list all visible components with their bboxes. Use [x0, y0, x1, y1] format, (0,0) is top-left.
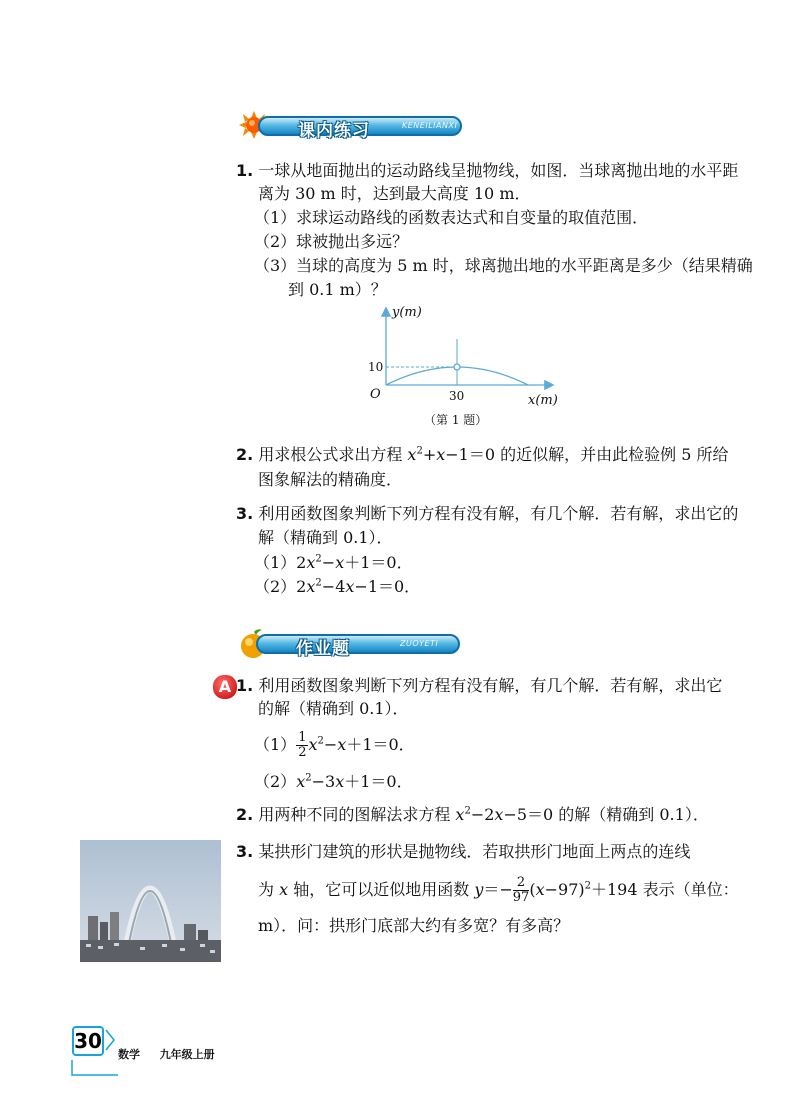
- x-tick-label: 30: [449, 389, 465, 403]
- q3-sub1: $(1)2x^2-x+1=0$．: [254, 553, 413, 572]
- figure-caption: （第 1 题）: [424, 413, 488, 427]
- q1-sub3b: 到 0.1 m）？: [288, 280, 387, 299]
- q3-number: 3.: [236, 504, 254, 523]
- q3-line2: 解（精确到 0.1）．: [258, 528, 393, 547]
- page-number: 30: [74, 1029, 102, 1053]
- q2-line2: 图象解法的精确度．: [258, 470, 403, 489]
- q1-sub1: （1）求球运动路线的函数表达式和自变量的取值范围．: [254, 208, 649, 227]
- hw1-sub1: （1） $\frac{1}{2}$ $x^2-x+1=0$．: [254, 730, 415, 760]
- section-title: 作业题: [296, 639, 350, 659]
- q1-number: 1.: [236, 161, 254, 180]
- origin-label: O: [370, 387, 381, 402]
- section-subtitle: KENEILIANXI: [402, 121, 458, 130]
- hw1-sub2: $(2)x^2-3x+1=0$．: [254, 772, 413, 791]
- section-banner-homework: [236, 628, 466, 658]
- gateway-arch-image: [80, 840, 221, 962]
- q1-line2: 离为 30 m 时，达到最大高度 10 m．: [258, 184, 531, 203]
- level-a-badge: A: [212, 674, 238, 700]
- hw2-number: 2.: [236, 805, 254, 824]
- q1-sub2: （2）球被抛出多远？: [254, 232, 409, 251]
- y-axis-label: y(m): [392, 305, 422, 320]
- arch-photo: [80, 840, 221, 962]
- hw3-line3: m）．问：拱形门底部大约有多宽？有多高？: [258, 916, 570, 935]
- hw3-number: 3.: [236, 842, 254, 861]
- fraction: $\frac{1}{2}$: [298, 730, 307, 760]
- hw1-line1: 1. 利用函数图象判断下列方程有没有解，有几个解．若有解，求出它: [236, 676, 723, 695]
- q2-number: 2.: [236, 445, 254, 464]
- hw2-line1: 2. 用两种不同的图解法求方程 $x^2-2x-5=0$ 的解（精确到 0.1）．: [236, 805, 709, 824]
- parabola-figure: [360, 305, 570, 435]
- q2-line1: 2. 用求根公式求出方程 $x^2+x-1=0$ 的近似解，并由此检验例 5 所给: [236, 445, 729, 464]
- section-banner-practice: [236, 110, 466, 140]
- vertex-point: [454, 364, 460, 370]
- section-subtitle: ZUOYETI: [400, 639, 439, 648]
- q1-line1: 1. 一球从地面抛出的运动路线呈抛物线，如图．当球离抛出地的水平距: [236, 161, 739, 180]
- hw1-number: 1.: [236, 676, 254, 695]
- footer-subject: 数学: [118, 1048, 140, 1061]
- q3-sub2: $(2)2x^2-4x-1=0$．: [254, 577, 421, 596]
- footer-book-title: [118, 1046, 215, 1062]
- y-tick-label: 10: [368, 360, 384, 374]
- section-title: 课内练习: [298, 121, 370, 141]
- page-corner-line: [60, 1020, 120, 1080]
- q3-line1: 3. 利用函数图象判断下列方程有没有解，有几个解．若有解，求出它的: [236, 504, 739, 523]
- hw3-line1: 3. 某拱形门建筑的形状是抛物线．若取拱形门地面上两点的连线: [236, 842, 691, 861]
- q1-sub3a: （3）当球的高度为 5 m 时，球离抛出地的水平距离是多少（结果精确: [254, 256, 753, 275]
- hw3-line2: 为 x 轴，它可以近似地用函数 y＝− $\frac{2}{97}$ $(x-97)^2+194$ 表示（单位：: [258, 875, 739, 905]
- x-axis-label: x(m): [528, 393, 558, 408]
- fraction: $\frac{2}{97}$: [512, 875, 530, 905]
- hw1-line2: 的解（精确到 0.1）．: [258, 699, 409, 718]
- footer-book: 九年级上册: [159, 1048, 215, 1061]
